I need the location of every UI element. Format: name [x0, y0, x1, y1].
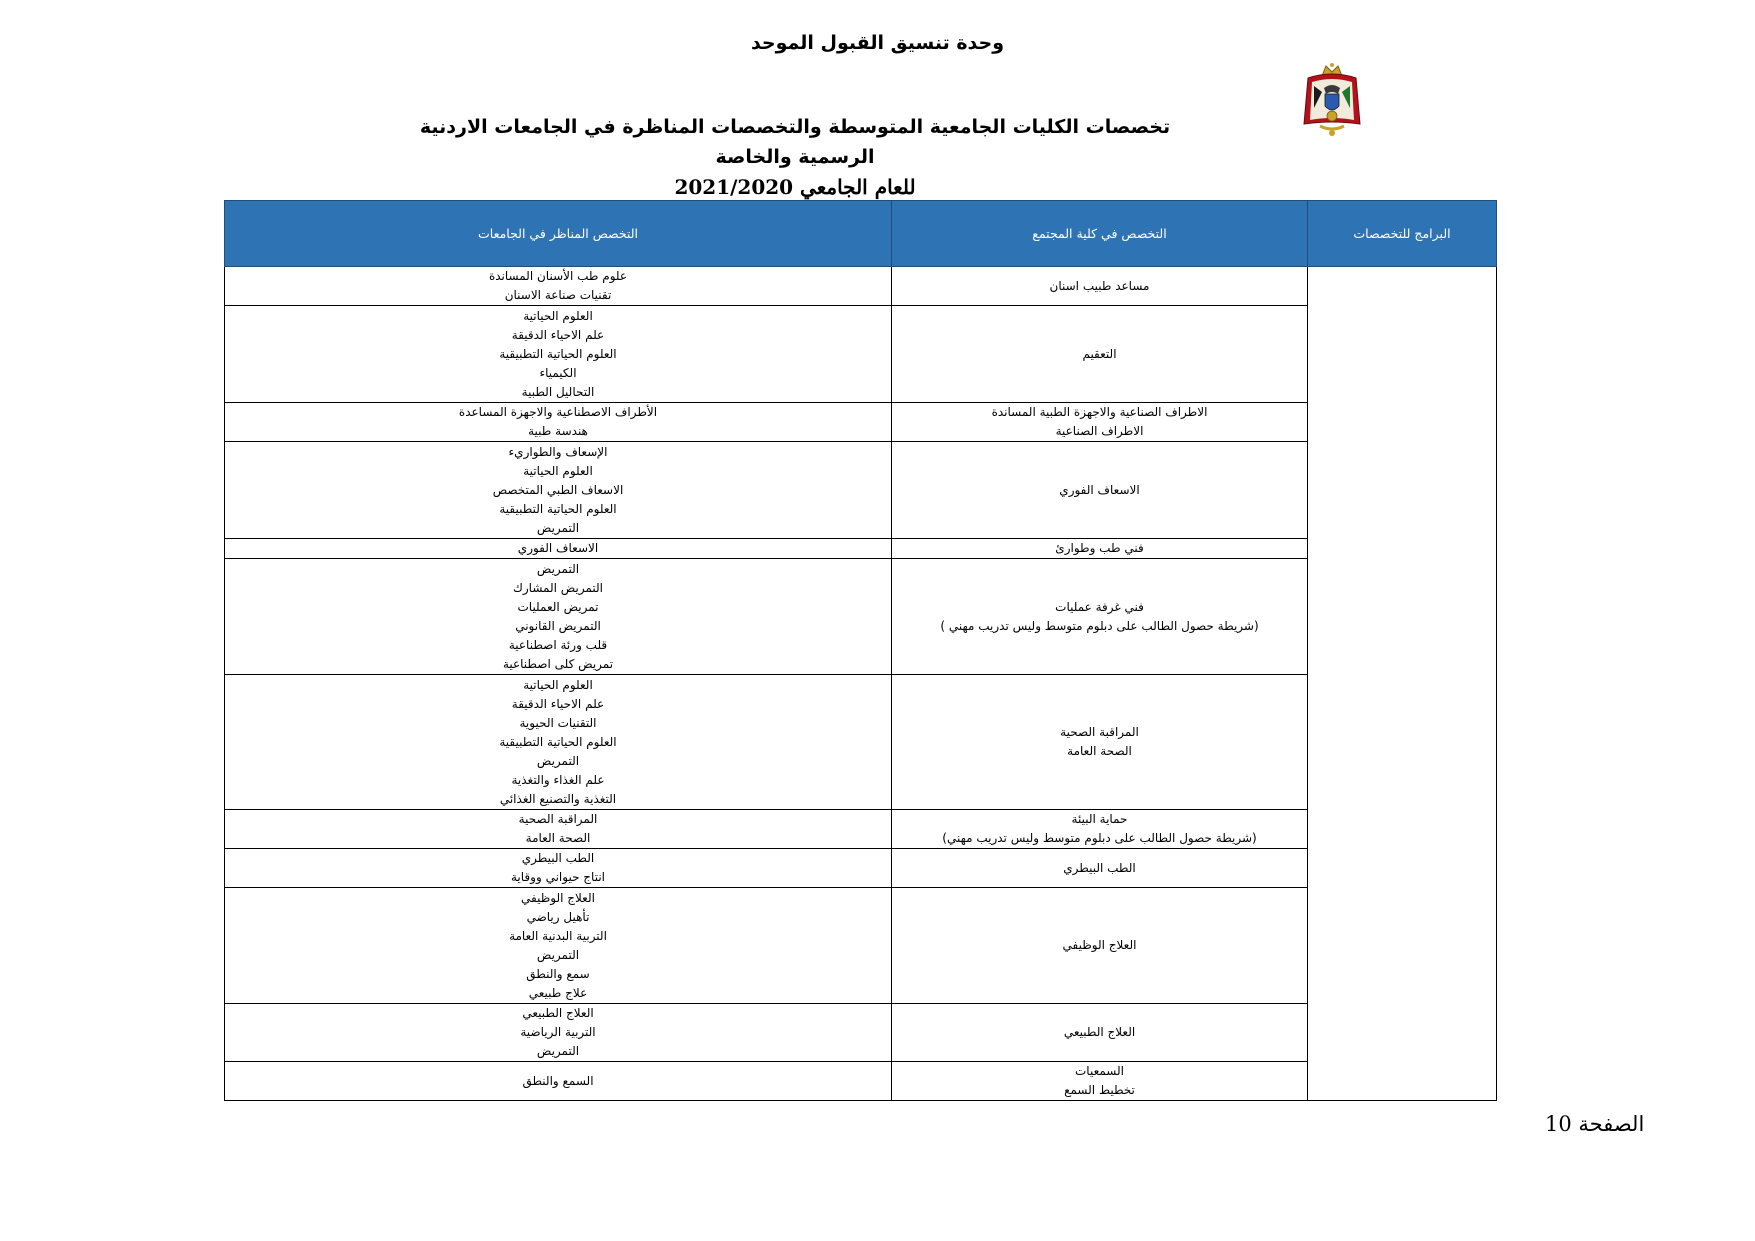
column-header-programs: البرامج للتخصصات — [1308, 201, 1497, 267]
table-row — [225, 267, 1497, 306]
table-row — [225, 888, 1497, 1004]
college-specialization-cell — [892, 849, 1308, 888]
university-line: تأهيل رياضي — [526, 909, 590, 924]
university-line: علم الغذاء والتغذية — [511, 772, 605, 787]
table-row — [225, 306, 1497, 403]
specializations-table — [224, 200, 1497, 1101]
table-row — [225, 1004, 1497, 1062]
college-line: الاطراف الصناعية — [1055, 424, 1144, 438]
college-specialization-cell — [892, 675, 1308, 810]
university-line: التربية الرياضية — [520, 1025, 596, 1039]
college-line: فني طب وطوارئ — [1055, 541, 1144, 555]
college-specialization-cell — [892, 888, 1308, 1004]
column-header-university-specialization: التخصص المناظر في الجامعات — [225, 201, 892, 267]
university-line: تمريض العمليات — [517, 599, 599, 614]
college-line: مساعد طبيب اسنان — [1049, 278, 1150, 293]
university-line: المراقبة الصحية — [518, 812, 598, 826]
table-row — [225, 675, 1497, 810]
university-line: التمريض — [536, 947, 580, 962]
college-specialization-cell — [892, 267, 1308, 306]
university-line: السمع والنطق — [522, 1073, 594, 1088]
programs-cell — [1308, 267, 1497, 1101]
university-specialization-cell — [225, 1062, 892, 1101]
college-specialization-cell — [892, 403, 1308, 442]
college-line: السمعيات — [1075, 1064, 1124, 1078]
jordan-coat-of-arms-icon — [1300, 62, 1364, 138]
university-line: التمريض المشارك — [513, 580, 603, 595]
university-line: التحاليل الطبية — [521, 384, 595, 399]
university-line: العلوم الحياتية التطبيقية — [499, 734, 617, 749]
university-line: التمريض — [536, 753, 580, 768]
college-specialization-cell — [892, 1004, 1308, 1062]
college-line: الاطراف الصناعية والاجهزة الطبية المساندة — [991, 405, 1208, 419]
table-row — [225, 810, 1497, 849]
unit-title: وحدة تنسيق القبول الموحد — [750, 32, 1005, 54]
university-specialization-cell — [225, 306, 892, 403]
university-specialization-cell — [225, 539, 892, 559]
university-specialization-cell — [225, 403, 892, 442]
college-specialization-cell — [892, 810, 1308, 849]
table-header-row — [225, 201, 1497, 267]
table-row — [225, 559, 1497, 675]
university-specialization-cell — [225, 1004, 892, 1062]
university-line: الاسعاف الفوري — [517, 541, 599, 555]
university-line: التمريض القانوني — [515, 618, 601, 633]
university-line: التغذية والتصنيع الغذائي — [499, 791, 617, 806]
university-line: الكيمياء — [539, 365, 577, 380]
college-line: التعقيم — [1082, 346, 1117, 361]
university-line: انتاج حيواني ووقاية — [511, 870, 605, 884]
university-line: تمريض كلى اصطناعية — [502, 656, 614, 671]
college-line: العلاج الطبيعي — [1063, 1025, 1136, 1039]
page-number: الصفحة 10 — [1545, 1112, 1645, 1136]
college-line: تخطيط السمع — [1064, 1083, 1135, 1097]
university-line: التربية البدنية العامة — [509, 928, 607, 943]
college-specialization-cell — [892, 559, 1308, 675]
university-line: هندسة طبية — [528, 424, 588, 438]
university-line: الطب البيطري — [521, 851, 595, 865]
university-line: العلوم الحياتية — [523, 463, 593, 478]
document-title — [380, 112, 1210, 202]
college-line: حماية البيئة — [1071, 812, 1128, 826]
university-line: العلوم الحياتية — [523, 677, 593, 692]
academic-year-line: للعام الجامعي 2021/2020 — [674, 175, 916, 199]
university-specialization-cell — [225, 849, 892, 888]
university-line: سمع والنطق — [526, 966, 590, 981]
college-line: الصحة العامة — [1067, 744, 1132, 758]
university-specialization-cell — [225, 888, 892, 1004]
university-line: التمريض — [536, 520, 580, 535]
university-line: العلاج الوظيفي — [521, 890, 595, 905]
university-line: الأطراف الاصطناعية والاجهزة المساعدة — [458, 405, 658, 419]
college-line: الطب البيطري — [1063, 860, 1136, 875]
university-line: قلب ورئة اصطناعية — [508, 637, 608, 652]
college-specialization-cell — [892, 442, 1308, 539]
university-line: الإسعاف والطواريء — [508, 444, 608, 459]
table-row — [225, 403, 1497, 442]
college-specialization-cell — [892, 1062, 1308, 1101]
university-specialization-cell — [225, 810, 892, 849]
university-line: العلوم الحياتية التطبيقية — [499, 346, 617, 361]
university-specialization-cell — [225, 442, 892, 539]
university-line: الاسعاف الطبي المتخصص — [492, 482, 624, 497]
university-line: علوم طب الأسنان المساندة — [488, 269, 628, 283]
university-line: التمريض — [536, 1044, 580, 1058]
college-line: المراقبة الصحية — [1060, 725, 1139, 739]
university-line: العلاج الطبيعي — [522, 1006, 594, 1020]
university-line: العلوم الحياتية — [523, 308, 593, 323]
university-line: علاج طبيعي — [528, 985, 588, 1000]
college-specialization-cell — [892, 539, 1308, 559]
college-line: فني غرفة عمليات — [1055, 599, 1144, 614]
table-row — [225, 1062, 1497, 1101]
college-line: الاسعاف الفوري — [1059, 482, 1140, 497]
college-line: العلاج الوظيفي — [1062, 938, 1137, 952]
university-line: الصحة العامة — [525, 831, 591, 845]
college-specialization-cell — [892, 306, 1308, 403]
column-header-college-specialization: التخصص في كلية المجتمع — [892, 201, 1308, 267]
college-line: (شريطة حصول الطالب على دبلوم متوسط وليس تدريب مهني ) — [940, 618, 1259, 633]
university-line: التقنيات الحيوية — [519, 715, 597, 730]
university-specialization-cell — [225, 559, 892, 675]
main-title-line: تخصصات الكليات الجامعية المتوسطة والتخصصات المناظرة في الجامعات الاردنية الرسمية والخاصة — [419, 116, 1171, 168]
college-line: (شريطة حصول الطالب على دبلوم متوسط وليس تدريب مهني) — [942, 831, 1257, 845]
university-specialization-cell — [225, 267, 892, 306]
university-line: تقنيات صناعة الاسنان — [504, 288, 612, 302]
university-line: التمريض — [536, 561, 580, 576]
university-line: علم الاحياء الدقيقة — [511, 696, 605, 711]
table-row — [225, 539, 1497, 559]
university-line: علم الاحياء الدقيقة — [511, 327, 605, 342]
table-row — [225, 849, 1497, 888]
university-line: العلوم الحياتية التطبيقية — [499, 501, 617, 516]
table-row — [225, 442, 1497, 539]
university-specialization-cell — [225, 675, 892, 810]
